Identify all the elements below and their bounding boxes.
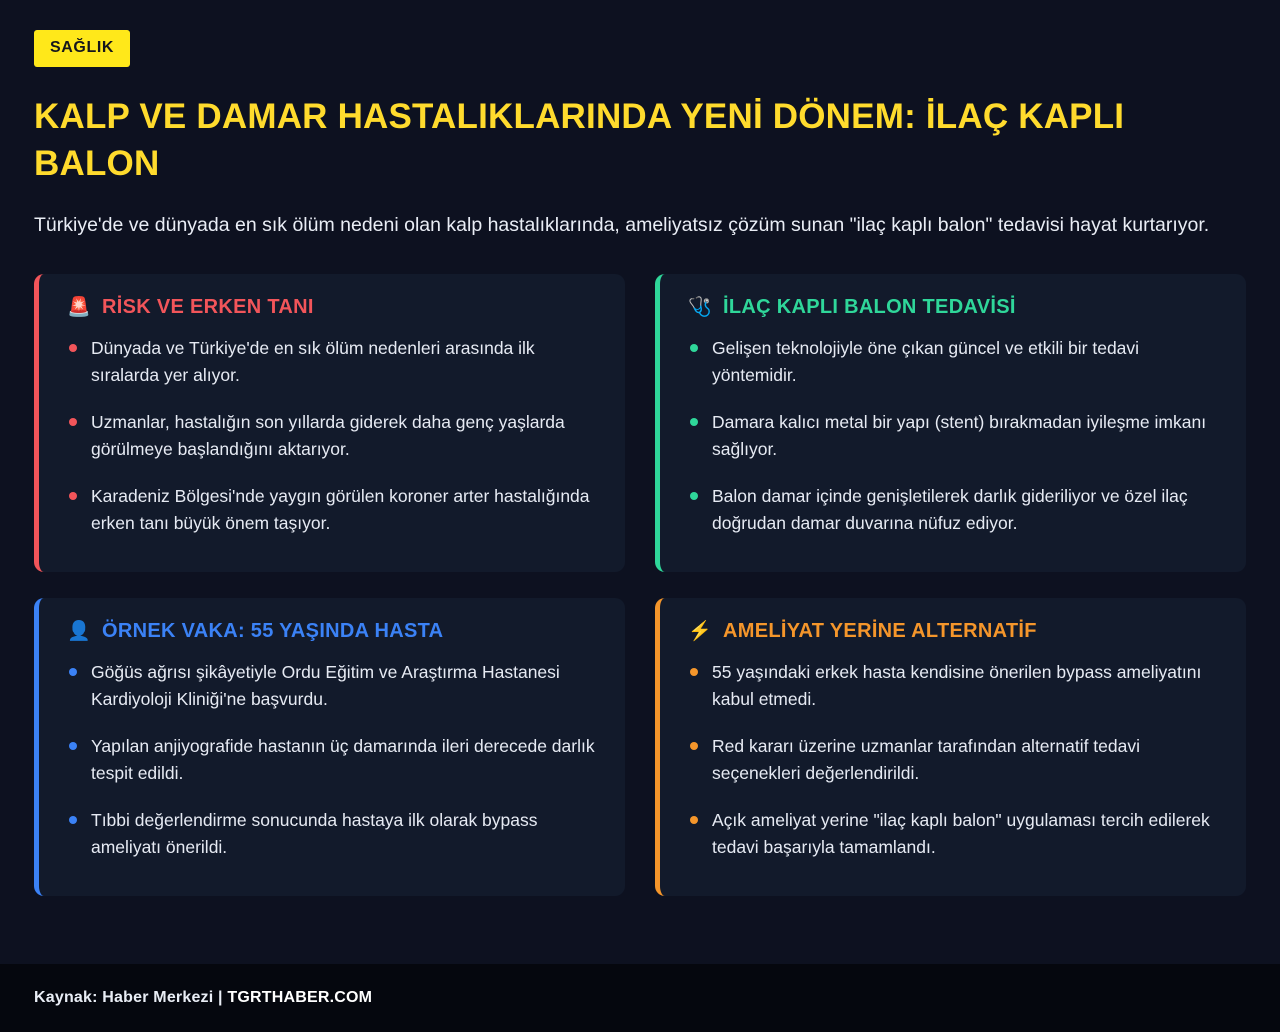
bullet-list xyxy=(67,659,599,861)
bullet-dot xyxy=(69,668,77,676)
bullet-dot xyxy=(690,742,698,750)
source-label: Kaynak: Haber Merkezi | xyxy=(34,989,228,1006)
siren-icon: 🚨 xyxy=(67,296,91,318)
list-item-text: Damara kalıcı metal bir yapı (stent) bırakmadan iyileşme imkanı sağlıyor. xyxy=(712,412,1207,459)
list-item xyxy=(67,409,599,462)
list-item xyxy=(688,483,1220,536)
bullet-dot xyxy=(690,418,698,426)
card-header xyxy=(67,620,599,643)
bullet-dot xyxy=(690,668,698,676)
bullet-list xyxy=(67,335,599,537)
card-title: İLAÇ KAPLI BALON TEDAVİSİ xyxy=(723,295,1016,318)
list-item-text: Dünyada ve Türkiye'de en sık ölüm nedenleri arasında ilk sıralarda yer alıyor. xyxy=(91,337,535,385)
card-title: AMELİYAT YERİNE ALTERNATİF xyxy=(723,619,1037,642)
card-header xyxy=(688,296,1220,319)
card-title: ÖRNEK VAKA: 55 YAŞINDA HASTA xyxy=(102,619,444,642)
list-item-text: Uzmanlar, hastalığın son yıllarda giderek daha genç yaşlarda görülmeye başlandığını aktarıyor. xyxy=(91,412,565,459)
brand-name: TGRTHABER.COM xyxy=(227,989,373,1006)
bullet-list xyxy=(688,335,1220,537)
card-title: RİSK VE ERKEN TANI xyxy=(102,295,314,318)
card-risk-erken-tani xyxy=(34,274,625,572)
list-item-text: Red kararı üzerine uzmanlar tarafından alternatif tedavi seçenekleri değerlendirildi. xyxy=(712,736,1141,783)
list-item xyxy=(67,733,599,786)
bullet-list xyxy=(688,659,1220,861)
person-icon: 👤 xyxy=(67,620,91,642)
bullet-dot xyxy=(69,816,77,824)
subheadline: Türkiye'de ve dünyada en sık ölüm nedeni olan kalp hastalıklarında, ameliyatsız çözüm sunan "ilaç kaplı balon" tedavisi hayat kurtarıyor. xyxy=(34,213,1210,236)
list-item xyxy=(688,733,1220,786)
bullet-dot xyxy=(69,418,77,426)
list-item xyxy=(688,659,1220,712)
list-item xyxy=(688,335,1220,388)
card-ilac-kapli-balon-tedavisi xyxy=(655,274,1246,572)
bullet-dot xyxy=(690,492,698,500)
list-item xyxy=(67,483,599,536)
list-item-text: Tıbbi değerlendirme sonucunda hastaya ilk olarak bypass ameliyatı önerildi. xyxy=(91,810,538,857)
bullet-dot xyxy=(69,492,77,500)
stethoscope-icon: 🩺 xyxy=(688,296,712,318)
list-item xyxy=(688,409,1220,462)
source-credit xyxy=(34,989,372,1007)
category-badge: SAĞLIK xyxy=(34,30,130,67)
list-item xyxy=(688,807,1220,860)
list-item-text: Gelişen teknolojiyle öne çıkan güncel ve etkili bir tedavi yöntemidir. xyxy=(712,337,1140,385)
card-header xyxy=(688,620,1220,643)
bullet-dot xyxy=(690,816,698,824)
page-title: KALP VE DAMAR HASTALIKLARINDA YENİ DÖNEM: İLAÇ KAPLI BALON xyxy=(34,97,1125,184)
bullet-dot xyxy=(69,742,77,750)
list-item xyxy=(67,335,599,388)
list-item-text: Göğüs ağrısı şikâyetiyle Ordu Eğitim ve Araştırma Hastanesi Kardiyoloji Kliniği'ne başvurdu. xyxy=(91,661,560,709)
card-grid xyxy=(34,274,1246,896)
list-item-text: Karadeniz Bölgesi'nde yaygın görülen koroner arter hastalığında erken tanı büyük önem taşıyor. xyxy=(91,486,590,533)
card-header xyxy=(67,296,599,319)
list-item-text: 55 yaşındaki erkek hasta kendisine önerilen bypass ameliyatını kabul etmedi. xyxy=(712,661,1202,709)
footer-bar xyxy=(0,964,1280,1032)
card-ameliyat-yerine-alternatif xyxy=(655,598,1246,896)
bullet-dot xyxy=(69,344,77,352)
list-item-text: Açık ameliyat yerine "ilaç kaplı balon" uygulaması tercih edilerek tedavi başarıyla tamamlandı. xyxy=(712,810,1210,857)
card-ornek-vaka xyxy=(34,598,625,896)
list-item-text: Yapılan anjiyografide hastanın üç damarında ileri derecede darlık tespit edildi. xyxy=(91,736,595,783)
bullet-dot xyxy=(690,344,698,352)
list-item xyxy=(67,659,599,712)
lightning-icon: ⚡ xyxy=(688,620,712,642)
list-item xyxy=(67,807,599,860)
list-item-text: Balon damar içinde genişletilerek darlık gideriliyor ve özel ilaç doğrudan damar duvarına nüfuz ediyor. xyxy=(712,486,1188,533)
